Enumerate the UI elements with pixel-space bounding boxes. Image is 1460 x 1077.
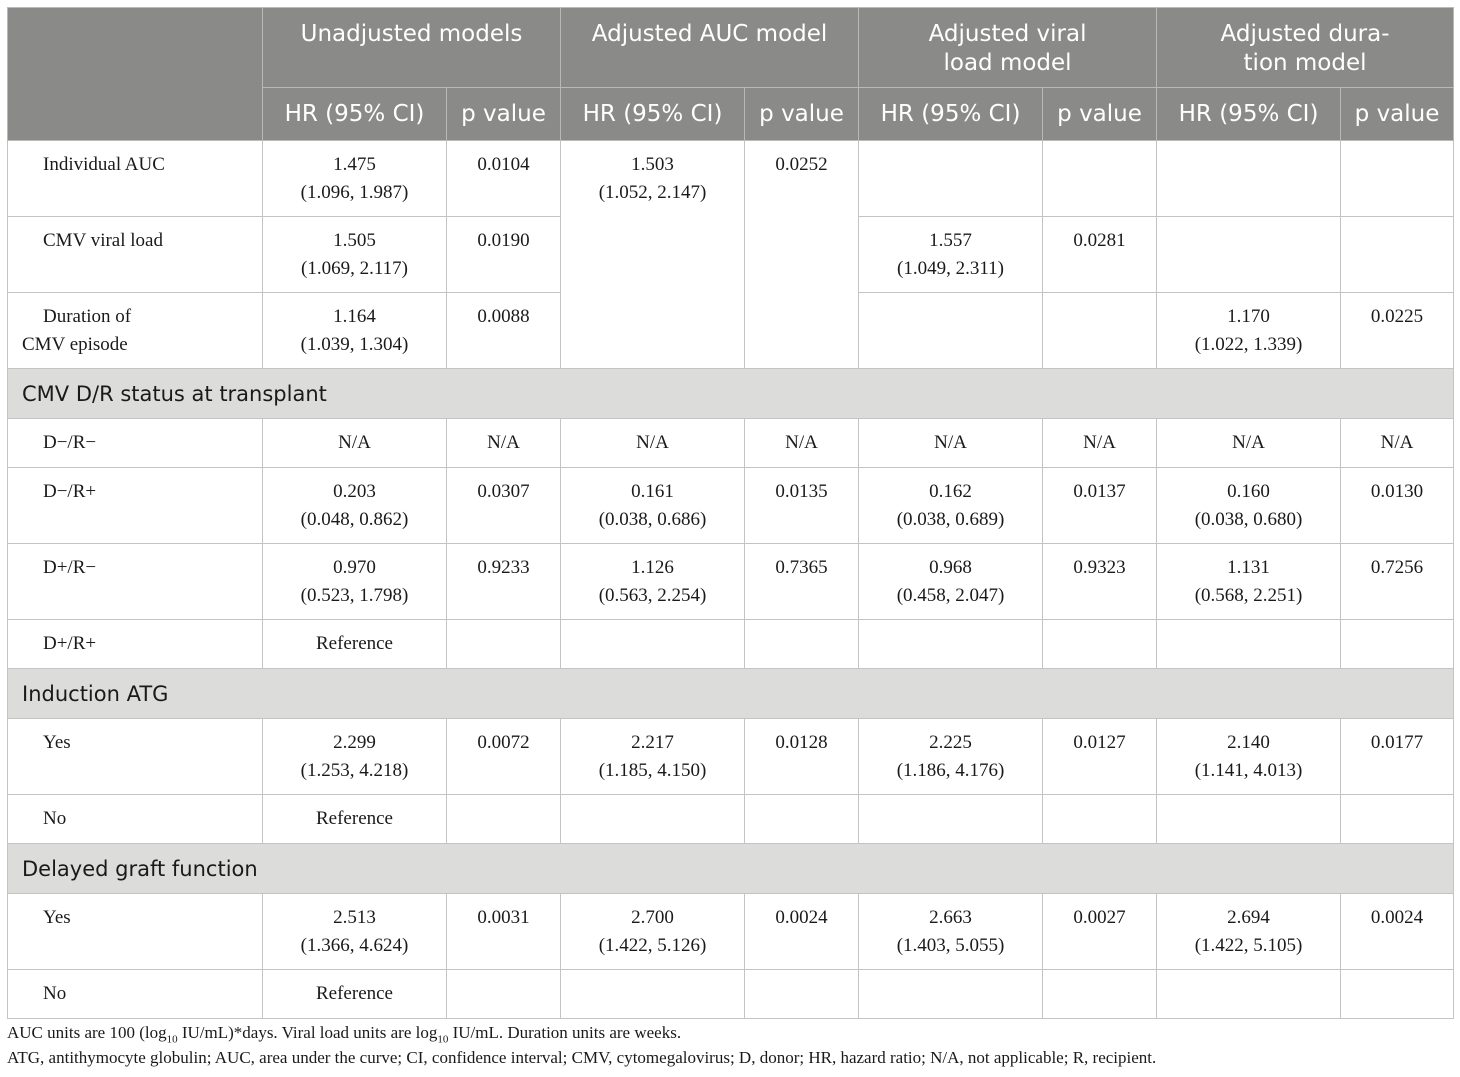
p-cell: 0.7256 (1341, 544, 1454, 620)
p-cell: 0.9233 (447, 544, 561, 620)
header-unadjusted: Unadjusted models (263, 8, 561, 88)
empty-cell (1341, 217, 1454, 293)
hr-cell: 1.131 (0.568, 2.251) (1157, 544, 1341, 620)
header-adjusted-auc: Adjusted AUC model (561, 8, 859, 88)
table-row (8, 719, 1454, 795)
empty-cell (1043, 141, 1157, 217)
empty-cell (561, 620, 745, 669)
col-hr: HR (95% CI) (1157, 88, 1341, 141)
hr-cell: 2.663 (1.403, 5.055) (859, 894, 1043, 970)
section-title-atg: Induction ATG (8, 669, 1454, 719)
empty-cell (1157, 620, 1341, 669)
p-cell: 0.0072 (447, 719, 561, 795)
empty-cell (859, 795, 1043, 844)
table-row (8, 544, 1454, 620)
p-cell: 0.0177 (1341, 719, 1454, 795)
col-hr: HR (95% CI) (561, 88, 745, 141)
hr-cell: Reference (263, 620, 447, 669)
empty-cell (745, 970, 859, 1019)
hr-cell: 2.299 (1.253, 4.218) (263, 719, 447, 795)
empty-cell (1341, 620, 1454, 669)
hr-cell: 2.225 (1.186, 4.176) (859, 719, 1043, 795)
empty-cell (745, 795, 859, 844)
p-cell: 0.0137 (1043, 468, 1157, 544)
p-cell: 0.0130 (1341, 468, 1454, 544)
p-cell: 0.0104 (447, 141, 561, 217)
p-cell: 0.0027 (1043, 894, 1157, 970)
p-cell: 0.0031 (447, 894, 561, 970)
empty-cell (1341, 970, 1454, 1019)
row-label: D+/R− (8, 544, 263, 620)
empty-cell (447, 795, 561, 844)
hr-cell: 0.970 (0.523, 1.798) (263, 544, 447, 620)
hr-cell: 0.161 (0.038, 0.686) (561, 468, 745, 544)
p-cell: 0.0024 (1341, 894, 1454, 970)
hr-cell: 2.513 (1.366, 4.624) (263, 894, 447, 970)
empty-cell (859, 620, 1043, 669)
hr-cell: 2.140 (1.141, 4.013) (1157, 719, 1341, 795)
hr-cell: 0.203 (0.048, 0.862) (263, 468, 447, 544)
empty-cell (561, 970, 745, 1019)
col-p: p value (745, 88, 859, 141)
footnote-units: AUC units are 100 ($\log_{10}$ IU/mL)*days. Viral load units are $\log_{10} IU/mL$. Duration units are weeks. (7, 1023, 682, 1046)
table-row (8, 970, 1454, 1019)
empty-cell (1157, 141, 1341, 217)
col-hr: HR (95% CI) (859, 88, 1043, 141)
col-p: p value (1043, 88, 1157, 141)
hr-cell: 1.475 (1.096, 1.987) (263, 141, 447, 217)
table-row (8, 141, 1454, 217)
empty-cell (859, 293, 1043, 369)
hr-cell: Reference (263, 795, 447, 844)
p-cell: 0.7365 (745, 544, 859, 620)
row-label: Duration of CMV episode (8, 293, 263, 369)
hr-cell: 0.160 (0.038, 0.680) (1157, 468, 1341, 544)
col-hr: HR (95% CI) (263, 88, 447, 141)
col-p: p value (1341, 88, 1454, 141)
hr-cell: 1.503 (1.052, 2.147) (561, 141, 745, 369)
section-row (8, 369, 1454, 419)
row-label: No (8, 795, 263, 844)
row-label: D+/R+ (8, 620, 263, 669)
table-row (8, 620, 1454, 669)
hr-cell: 1.505 (1.069, 2.117) (263, 217, 447, 293)
table-row (8, 419, 1454, 468)
hr-cell: 1.164 (1.039, 1.304) (263, 293, 447, 369)
empty-cell (1157, 970, 1341, 1019)
p-cell: 0.9323 (1043, 544, 1157, 620)
row-label: CMV viral load (8, 217, 263, 293)
col-p: p value (447, 88, 561, 141)
p-cell: N/A (745, 419, 859, 468)
section-row (8, 669, 1454, 719)
hr-cell: 1.170 (1.022, 1.339) (1157, 293, 1341, 369)
row-label: D−/R+ (8, 468, 263, 544)
p-cell: 0.0135 (745, 468, 859, 544)
empty-cell (1043, 795, 1157, 844)
section-row (8, 844, 1454, 894)
hr-cell: Reference (263, 970, 447, 1019)
table-row (8, 894, 1454, 970)
empty-cell (1341, 795, 1454, 844)
empty-cell (561, 795, 745, 844)
empty-cell (859, 970, 1043, 1019)
hr-cell: 1.557 (1.049, 2.311) (859, 217, 1043, 293)
p-cell: 0.0307 (447, 468, 561, 544)
row-label: Yes (8, 719, 263, 795)
p-cell: 0.0128 (745, 719, 859, 795)
empty-cell (745, 620, 859, 669)
empty-cell (447, 620, 561, 669)
hr-cell: 2.217 (1.185, 4.150) (561, 719, 745, 795)
hr-cell: N/A (561, 419, 745, 468)
row-label: Yes (8, 894, 263, 970)
empty-cell (1043, 620, 1157, 669)
hr-cell: N/A (1157, 419, 1341, 468)
section-title-cmv: CMV D/R status at transplant (8, 369, 1454, 419)
empty-cell (447, 970, 561, 1019)
header-adjusted-viral: Adjusted viral load model (859, 8, 1157, 88)
section-title-dgf: Delayed graft function (8, 844, 1454, 894)
row-label: D−/R− (8, 419, 263, 468)
p-cell: 0.0024 (745, 894, 859, 970)
p-cell: N/A (1043, 419, 1157, 468)
p-cell: 0.0252 (745, 141, 859, 369)
header-adjusted-duration: Adjusted dura- tion model (1157, 8, 1454, 88)
row-label: No (8, 970, 263, 1019)
p-cell: 0.0281 (1043, 217, 1157, 293)
hr-cell: N/A (263, 419, 447, 468)
empty-cell (859, 141, 1043, 217)
hr-cell: 1.126 (0.563, 2.254) (561, 544, 745, 620)
p-cell: N/A (447, 419, 561, 468)
empty-cell (1341, 141, 1454, 217)
footnote-abbreviations: ATG, antithymocyte globulin; AUC, area under the curve; CI, confidence interval; CMV, cytomegalovirus; D, donor; HR, hazard ratio; N/A, not applicable; R, recipient. (7, 1048, 1157, 1067)
empty-cell (1157, 217, 1341, 293)
p-cell: 0.0225 (1341, 293, 1454, 369)
row-label: Individual AUC (8, 141, 263, 217)
hr-cell: 0.162 (0.038, 0.689) (859, 468, 1043, 544)
header-blank (8, 8, 263, 141)
p-cell: 0.0190 (447, 217, 561, 293)
hr-cell: 2.694 (1.422, 5.105) (1157, 894, 1341, 970)
hr-cell: 2.700 (1.422, 5.126) (561, 894, 745, 970)
empty-cell (1157, 795, 1341, 844)
p-cell: N/A (1341, 419, 1454, 468)
table-row (8, 468, 1454, 544)
p-cell: 0.0127 (1043, 719, 1157, 795)
table-row (8, 795, 1454, 844)
empty-cell (1043, 293, 1157, 369)
hr-cell: 0.968 (0.458, 2.047) (859, 544, 1043, 620)
hr-cell: N/A (859, 419, 1043, 468)
results-table (7, 7, 1454, 1019)
p-cell: 0.0088 (447, 293, 561, 369)
empty-cell (1043, 970, 1157, 1019)
